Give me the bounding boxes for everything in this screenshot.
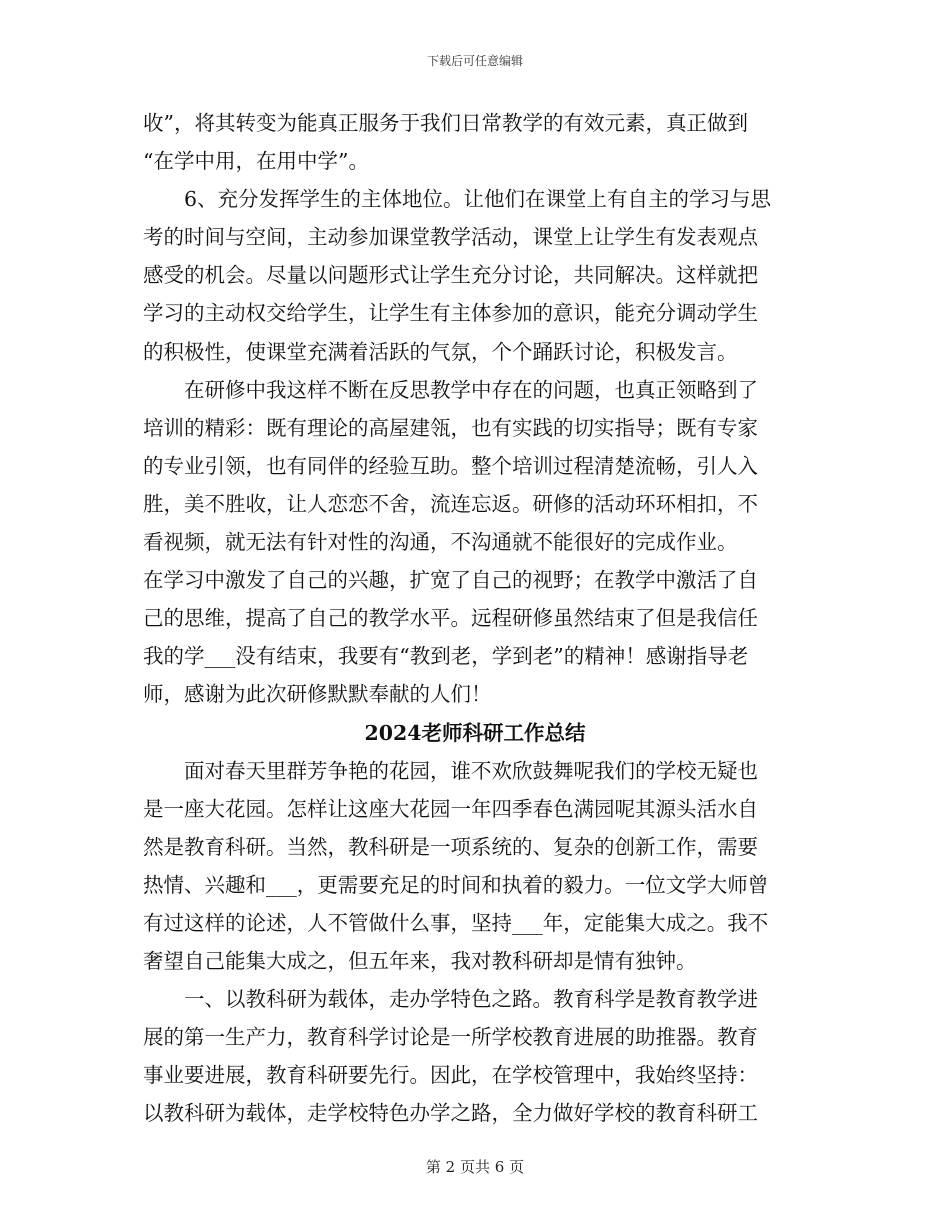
body-line: 奢望自己能集大成之，但五年来，我对教科研却是情有独钟。: [143, 949, 697, 974]
body-line: 己的思维，提高了自己的教学水平。远程研修虽然结束了但是我信任: [143, 606, 758, 631]
page-number: 第 2 页共 6 页: [425, 1158, 525, 1176]
body-line: 师，感谢为此次研修默默奉献的人们！: [143, 682, 492, 707]
paragraph-start: 面对春天里群芳争艳的花园，谁不欢欣鼓舞呢我们的学校无疑也: [184, 758, 758, 783]
body-line: 是一座大花园。怎样让这座大花园一年四季春色满园呢其源头活水自: [143, 796, 758, 821]
body-line: 有过这样的论述，人不管做什么事，坚持___年，定能集大成之。我不: [143, 910, 769, 935]
body-line: 考的时间与空间，主动参加课堂教学活动，课堂上让学生有发表观点: [143, 225, 758, 250]
document-body: [143, 104, 807, 1133]
body-line: 热情、兴趣和___，更需要充足的时间和执着的毅力。一位文学大师曾: [143, 872, 769, 897]
body-line: 感受的机会。尽量以问题形式让学生充分讨论，共同解决。这样就把: [143, 263, 758, 288]
body-line: 胜，美不胜收，让人恋恋不舍，流连忘返。研修的活动环环相扣，不: [143, 491, 758, 516]
body-line: 培训的精彩：既有理论的高屋建瓴，也有实践的切实指导；既有专家: [143, 415, 758, 440]
body-line: 我的学___没有结束，我要有“教到老，学到老”的精神！感谢指导老: [143, 644, 749, 669]
body-line: 学习的主动权交给学生，让学生有主体参加的意识，能充分调动学生: [143, 301, 758, 326]
body-line: “在学中用，在用中学”。: [143, 149, 369, 174]
paragraph-start: 6、充分发挥学生的主体地位。让他们在课堂上有自主的学习与思: [184, 187, 772, 212]
body-line: 的积极性，使课堂充满着活跃的气氛，个个踊跃讨论，积极发言。: [143, 339, 738, 364]
paragraph-start: 在研修中我这样不断在反思教学中存在的问题，也真正领略到了: [184, 377, 758, 402]
body-line: 然是教育科研。当然，教科研是一项系统的、复杂的创新工作，需要: [143, 834, 758, 859]
section-title: 2024老师科研工作总结: [364, 720, 586, 745]
paragraph-start: 一、以教科研为载体，走办学特色之路。教育科学是教育教学进: [184, 987, 758, 1012]
body-line: 在学习中激发了自己的兴趣，扩宽了自己的视野；在教学中激活了自: [143, 568, 758, 593]
body-line: 的专业引领，也有同伴的经验互助。整个培训过程清楚流畅，引人入: [143, 453, 758, 478]
body-line: 展的第一生产力，教育科学讨论是一所学校教育进展的助推器。教育: [143, 1025, 758, 1050]
body-line: 收”，将其转变为能真正服务于我们日常教学的有效元素，真正做到: [143, 111, 748, 135]
header-note: 下载后可任意编辑: [426, 54, 523, 68]
body-line: 以教科研为载体，走学校特色办学之路，全力做好学校的教育科研工: [143, 1101, 758, 1126]
body-line: 事业要进展，教育科研要先行。因此，在学校管理中，我始终坚持：: [143, 1063, 758, 1088]
body-line: 看视频，就无法有针对性的沟通，不沟通就不能很好的完成作业。: [143, 530, 738, 555]
